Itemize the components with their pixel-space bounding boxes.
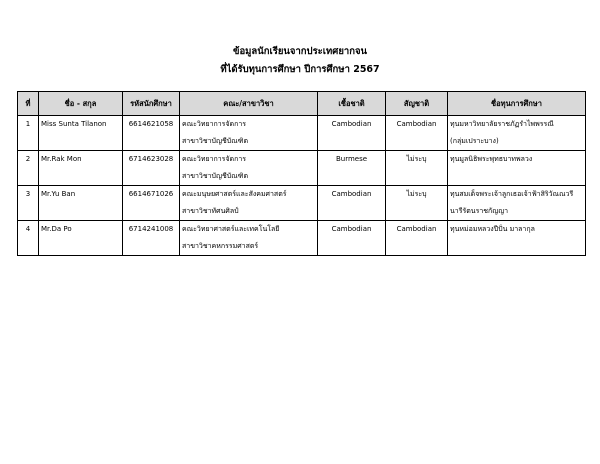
cell-name: Miss Sunta Tilanon	[39, 116, 123, 151]
cell-faculty	[180, 221, 318, 256]
scholarship-line-2: นารีรัตนราชกัญญา	[450, 207, 509, 215]
column-header-faculty: คณะ/สาขาวิชา	[180, 92, 318, 116]
cell-faculty	[180, 186, 318, 221]
table-row	[18, 151, 586, 186]
student-table	[17, 91, 586, 256]
cell-name: Mr.Rak Mon	[39, 151, 123, 186]
cell-scholarship	[448, 151, 586, 186]
scholarship-line-2: (กลุ่มเปราะบาง)	[450, 137, 499, 145]
scholarship-line-1: ทุนสมเด็จพระเจ้าลูกเธอเจ้าฟ้าสิริวัณณวรี	[450, 190, 574, 198]
column-header-ethnicity: เชื้อชาติ	[318, 92, 386, 116]
cell-ethnicity: Burmese	[318, 151, 386, 186]
cell-no: 4	[18, 221, 39, 256]
table-header-row	[18, 92, 586, 116]
cell-name: Mr.Yu Ban	[39, 186, 123, 221]
major-name: สาขาวิชาคหกรรมศาสตร์	[182, 242, 259, 250]
faculty-name: คณะวิทยาการจัดการ	[182, 120, 247, 128]
cell-scholarship	[448, 221, 586, 256]
cell-id: 6714241008	[123, 221, 180, 256]
cell-faculty	[180, 116, 318, 151]
column-header-id: รหัสนักศึกษา	[123, 92, 180, 116]
column-header-name: ชื่อ - สกุล	[39, 92, 123, 116]
cell-no: 1	[18, 116, 39, 151]
major-name: สาขาวิชาบัญชีบัณฑิต	[182, 172, 248, 180]
cell-nationality: Cambodian	[386, 221, 448, 256]
scholarship-line-1: ทุนหม่อมหลวงปีปั่น มาลากุล	[450, 225, 535, 233]
cell-no: 3	[18, 186, 39, 221]
column-header-no: ที่	[18, 92, 39, 116]
major-name: สาขาวิชาบัญชีบัณฑิต	[182, 137, 248, 145]
faculty-name: คณะมนุษยศาสตร์และสังคมศาสตร์	[182, 190, 287, 198]
cell-name: Mr.Da Po	[39, 221, 123, 256]
document-subtitle: ที่ได้รับทุนการศึกษา ปีการศึกษา 2567	[220, 64, 380, 75]
cell-scholarship	[448, 186, 586, 221]
table-row	[18, 116, 586, 151]
cell-id: 6614621058	[123, 116, 180, 151]
faculty-name: คณะวิทยาศาสตร์และเทคโนโลยี	[182, 225, 280, 233]
scholarship-line-1: ทุนมูลนิธิพระพุทธบาทพลวง	[450, 155, 533, 163]
cell-nationality: Cambodian	[386, 116, 448, 151]
scholarship-line-1: ทุนมหาวิทยาลัยราชภัฏรำไพพรรณี	[450, 120, 554, 128]
column-header-scholarship: ชื่อทุนการศึกษา	[448, 92, 586, 116]
cell-nationality: ไม่ระบุ	[386, 151, 448, 186]
faculty-name: คณะวิทยาการจัดการ	[182, 155, 247, 163]
document-title: ข้อมูลนักเรียนจากประเทศยากจน	[232, 46, 368, 57]
cell-no: 2	[18, 151, 39, 186]
cell-faculty	[180, 151, 318, 186]
cell-ethnicity: Cambodian	[318, 116, 386, 151]
cell-id: 6614671026	[123, 186, 180, 221]
table-row	[18, 221, 586, 256]
table-row	[18, 186, 586, 221]
column-header-nationality: สัญชาติ	[386, 92, 448, 116]
cell-ethnicity: Cambodian	[318, 186, 386, 221]
major-name: สาขาวิชาทัศนศิลป์	[182, 207, 239, 215]
cell-id: 6714623028	[123, 151, 180, 186]
cell-ethnicity: Cambodian	[318, 221, 386, 256]
cell-scholarship	[448, 116, 586, 151]
cell-nationality: ไม่ระบุ	[386, 186, 448, 221]
